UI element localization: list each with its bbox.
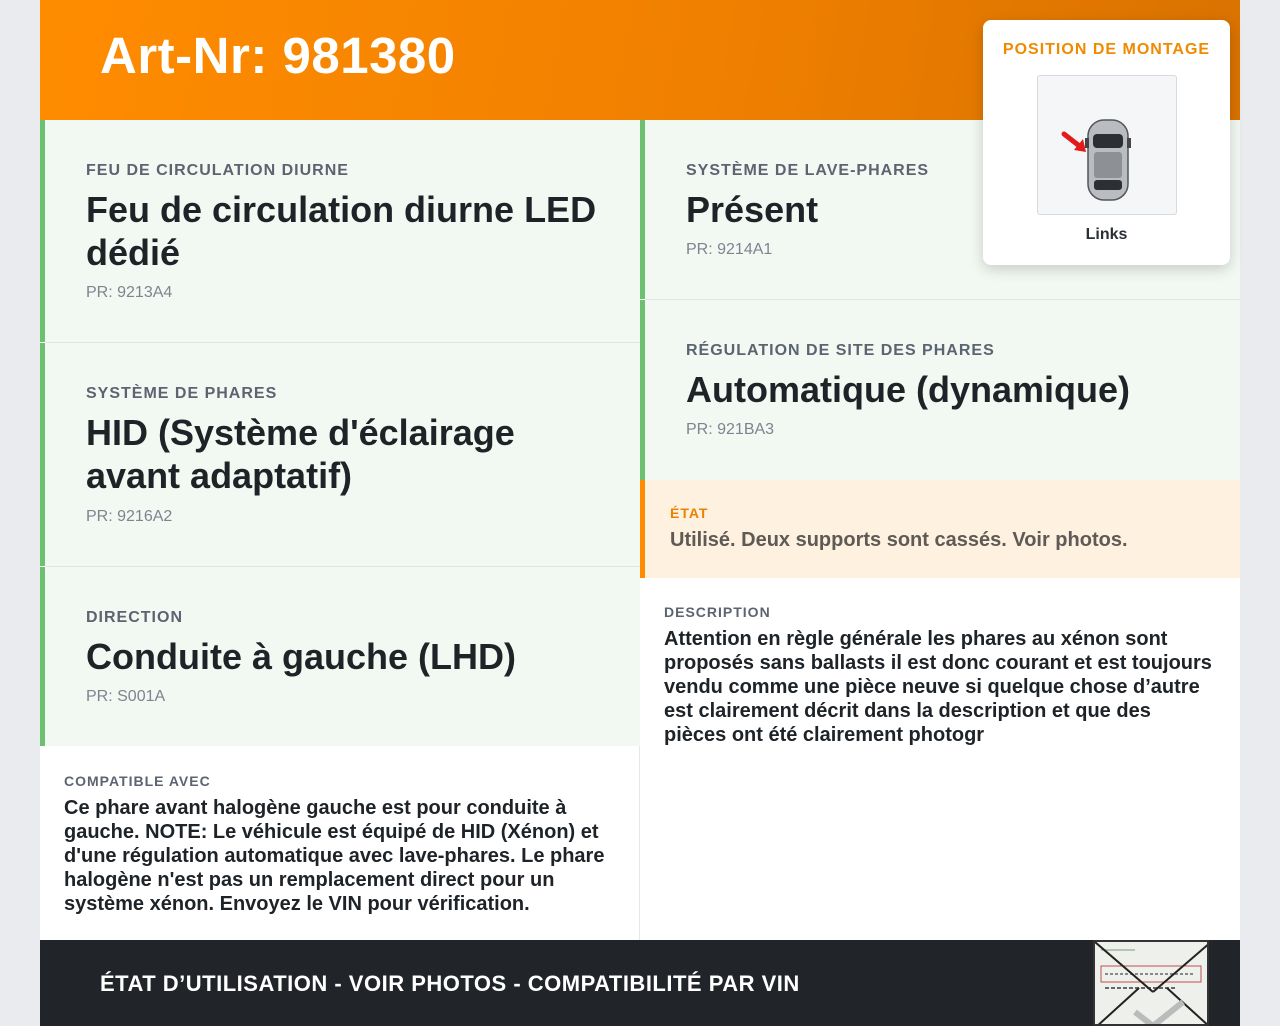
panel-value — [86, 188, 596, 274]
text-line: Ce phare avant halogène gauche est pour conduite à — [64, 797, 567, 819]
panel-value: Automatique (dynamique) — [686, 369, 1131, 410]
text-line: vendu comme une pièce neuve si quelque chose d’autre — [664, 676, 1200, 698]
description-text — [664, 627, 1234, 747]
panel-value — [86, 411, 515, 497]
text-line: système xénon. Envoyez le VIN pour vérification. — [64, 893, 530, 915]
article-number-title: Art-Nr: 981380 — [100, 27, 456, 84]
text-line: gauche. NOTE: Le véhicule est équipé de HID (Xénon) et — [64, 821, 599, 843]
panel-pr-code: PR: S001A — [86, 688, 166, 705]
panel-value-line: HID (Système d'éclairage — [86, 412, 515, 453]
description-label: DESCRIPTION — [664, 604, 771, 620]
registration-document-icon — [1093, 940, 1209, 1026]
panel-pr-code: PR: 9214A1 — [686, 241, 773, 258]
condition-label: ÉTAT — [670, 505, 709, 521]
text-line: pièces ont été clairement photogr — [664, 724, 985, 746]
panel-headlight-system — [40, 343, 640, 566]
condition-value: Utilisé. Deux supports sont cassés. Voir photos. — [670, 529, 1128, 551]
condition-box — [640, 480, 1240, 578]
mounting-side-label: Links — [1085, 226, 1128, 243]
panel-label: SYSTÈME DE LAVE-PHARES — [686, 162, 930, 179]
panel-steering — [40, 567, 640, 746]
panel-label: RÉGULATION DE SITE DES PHARES — [686, 342, 995, 359]
mounting-position-card — [983, 20, 1230, 265]
panel-value-line: avant adaptatif) — [86, 455, 353, 496]
compatible-label: COMPATIBLE AVEC — [64, 773, 211, 789]
panel-label: FEU DE CIRCULATION DIURNE — [86, 162, 349, 179]
text-line: Attention en règle générale les phares au xénon sont — [664, 628, 1168, 650]
text-line: halogène n'est pas un remplacement direct pour un — [64, 869, 555, 891]
panel-pr-code: PR: 9216A2 — [86, 508, 173, 525]
panel-pr-code: PR: 921BA3 — [686, 421, 775, 438]
panel-value-line: Feu de circulation diurne LED — [86, 189, 597, 230]
mounting-position-title: POSITION DE MONTAGE — [1002, 41, 1211, 58]
panel-label: SYSTÈME DE PHARES — [86, 385, 278, 402]
text-line: d'une régulation automatique avec lave-phares. Le phare — [64, 845, 605, 867]
text-line: est clairement décrit dans la description et que des — [664, 700, 1151, 722]
footer-bar — [40, 940, 1240, 1026]
text-line: proposés sans ballasts il est donc courant et est toujours — [664, 652, 1212, 674]
panel-pr-code: PR: 9213A4 — [86, 284, 173, 301]
footer-text: ÉTAT D’UTILISATION - VOIR PHOTOS - COMPATIBILITÉ PAR VIN — [100, 971, 800, 996]
panel-daytime-running-light — [40, 120, 640, 342]
panel-label: DIRECTION — [86, 609, 183, 626]
panel-value: Présent — [686, 189, 819, 230]
compatible-text — [64, 796, 634, 916]
panel-headlight-leveling — [640, 300, 1240, 480]
panel-value: Conduite à gauche (LHD) — [86, 636, 516, 677]
column-divider — [639, 746, 640, 940]
car-top-view-icon — [1037, 75, 1177, 215]
panel-value-line: dédié — [86, 232, 181, 273]
